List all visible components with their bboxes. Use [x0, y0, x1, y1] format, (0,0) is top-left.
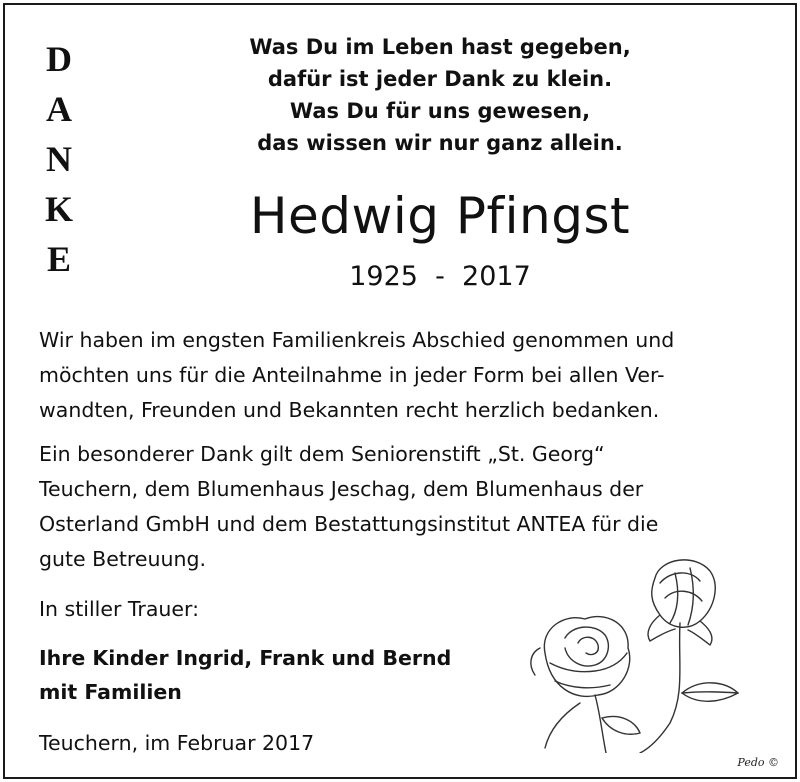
- danke-vertical-title: [41, 41, 77, 291]
- danke-letter: A: [46, 89, 72, 129]
- poem-line: Was Du für uns gewesen,: [289, 99, 591, 123]
- poem: [145, 31, 735, 159]
- roses-illustration: [510, 553, 760, 753]
- thanks-paragraph: [39, 323, 767, 428]
- paragraph-line: Ein besonderer Dank gilt dem Seniorenstift „St. Georg“: [39, 442, 605, 466]
- family-line: Ihre Kinder Ingrid, Frank und Bernd: [39, 646, 452, 670]
- mourning-line: In stiller Trauer:: [39, 597, 199, 621]
- poem-line: dafür ist jeder Dank zu klein.: [267, 67, 613, 91]
- paragraph-line: Osterland GmbH und dem Bestattungsinstitut ANTEA für die: [39, 512, 659, 536]
- poem-line: das wissen wir nur ganz allein.: [257, 131, 623, 155]
- family-line: mit Familien: [39, 680, 182, 704]
- artist-credit: Pedo ©: [737, 756, 779, 769]
- life-years: 1925 - 2017: [349, 261, 531, 292]
- poem-line: Was Du im Leben hast gegeben,: [249, 35, 631, 59]
- deceased-name: Hedwig Pfingst: [249, 187, 631, 245]
- notice-frame: [3, 3, 797, 779]
- danke-letter: N: [46, 139, 72, 179]
- paragraph-line: möchten uns für die Anteilnahme in jeder Form bei allen Ver-: [39, 363, 665, 387]
- paragraph-line: wandten, Freunden und Bekannten recht herzlich bedanken.: [39, 398, 660, 422]
- danke-letter: D: [46, 39, 72, 79]
- place-date: Teuchern, im Februar 2017: [39, 731, 315, 755]
- paragraph-line: Teuchern, dem Blumenhaus Jeschag, dem Blumenhaus der: [39, 477, 644, 501]
- danke-letter: K: [44, 189, 73, 229]
- danke-letter: E: [46, 239, 71, 279]
- paragraph-line: gute Betreuung.: [39, 547, 206, 571]
- family-signature: [39, 641, 451, 709]
- paragraph-line: Wir haben im engsten Familienkreis Abschied genommen und: [39, 328, 675, 352]
